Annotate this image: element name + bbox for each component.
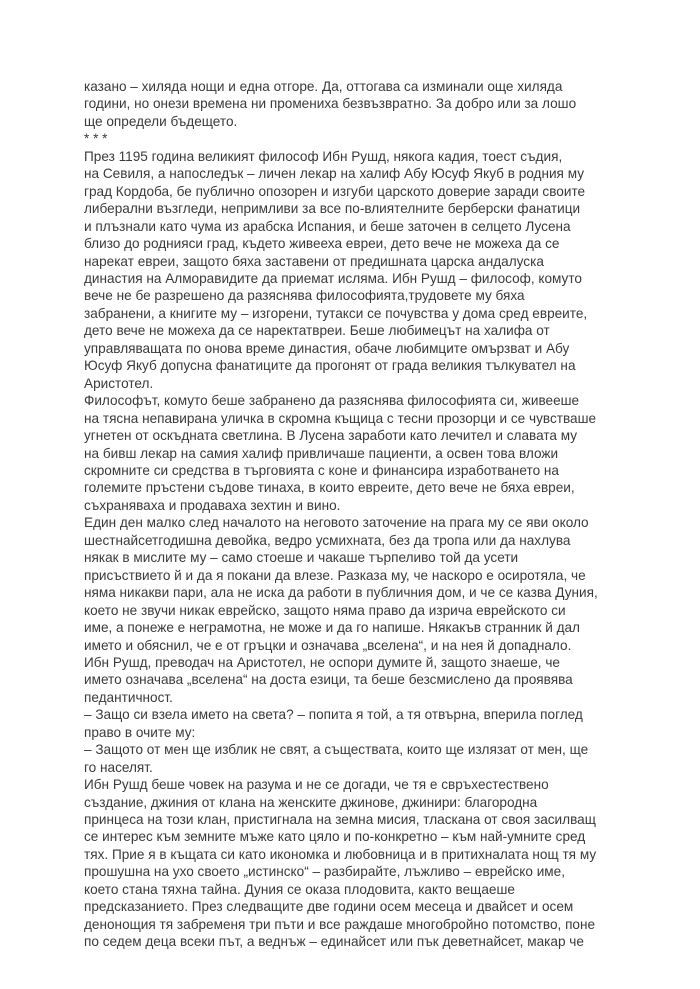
text-line: името означава „вселена“ на доста езици, та беше безсмислено да проявява (84, 672, 573, 688)
text-line: скромните си средства в търговията с коне и финансира изработването на (84, 462, 559, 478)
text-line: което не звучи никак еврейско, защото няма право да изрича еврейското си (84, 602, 566, 618)
text-line: – Защото от мен ще изблик не свят, а съществата, които ще излязат от мен, ще (84, 742, 589, 758)
text-line: на бивш лекар на самия халиф привличаше пациенти, а освен това вложи (84, 445, 559, 461)
text-line: присъствието й и да я покани да влезе. Разказа му, че наскоро е осиротяла, че (84, 567, 586, 583)
document-body (84, 78, 619, 951)
text-line: Ибн Рушд, преводач на Аристотел, не оспори думите й, защото знаеше, че (84, 654, 560, 670)
text-line: дето вече не можеха да се наректатвреи. Беше любимецът на халифа от (84, 323, 550, 339)
text-line: угнетен от оскъдната светлина. В Лусена заработи като лечител и славата му (84, 428, 578, 444)
text-line: години, но онези времена ни промениха безвъзвратно. За добро или за лошо (84, 96, 577, 112)
text-line: тях. Прие я в къщата си като икономка и любовница и в притихналата нощ тя му (84, 846, 597, 862)
text-line: право в очите му: (84, 724, 196, 740)
text-line: нарекат евреи, защото бяха заставени от предишната царска андалуска (84, 253, 544, 269)
text-line: * * * (84, 131, 108, 147)
text-line: управляващата по онова време династия, обаче любимците омързват и Абу (84, 340, 570, 356)
text-line: името и обяснил, че е от гръцки и означава „вселена“, и на нея й допаднало. (84, 637, 572, 653)
text-line: либерални възгледи, непримливи за все по-влиятелните берберски фанатици (84, 201, 581, 217)
text-line: се интерес към земните мъже като цяло и по-конкретно – към най-умните сред (84, 829, 586, 845)
text-line: някак в мислите му – само стоеше и чакаше търпеливо той да усети (84, 550, 519, 566)
text-line: няма никакви пари, ала не иска да работи в публичния дом, и че се казва Дуния, (84, 585, 598, 601)
text-line: педантичност. (84, 689, 173, 705)
text-line: денонощия тя забременя три пъти и все раждаше многобройно потомство, поне (84, 916, 596, 932)
text-line: на Севиля, а напоследък – личен лекар на халиф Абу Юсуф Якуб в родния му (84, 166, 584, 182)
text-line: Ибн Рушд беше човек на разума и не се догади, че тя е свръхестествено (84, 777, 549, 793)
text-line: Аристотел. (84, 375, 154, 391)
document-page (84, 78, 619, 951)
text-line: което стана тяхна тайна. Дуния се оказа плодовита, както вещаеше (84, 881, 515, 897)
text-line: Един ден малко след началото на неговото заточение на прага му се яви около (84, 515, 589, 531)
text-line: и плъзнали като чума из арабска Испания, и беше заточен в селцето Лусена (84, 218, 571, 234)
text-line: – Защо си взела името на света? – попита я той, а тя отвърна, вперила поглед (84, 707, 583, 723)
text-line: по седем деца всеки път, а веднъж – единайсет или пък деветнайсет, макар че (84, 934, 584, 950)
text-line: шестнайсетгодишна девойка, ведро усмихната, без да тропа или да нахлува (84, 532, 571, 548)
text-line: ще определи бъдещето. (84, 113, 238, 129)
text-line: прошушна на ухо своето „истинско“ – разбирайте, лъжливо – еврейско име, (84, 864, 565, 880)
text-line: През 1195 година великият философ Ибн Рушд, някога кадия, тоест съдия, (84, 148, 563, 164)
text-line: казано – хиляда нощи и една отгоре. Да, оттогава са изминали още хиляда (84, 79, 563, 94)
text-line: Юсуф Якуб допусна фанатиците да прогонят от града великия тълкувател на (84, 358, 576, 374)
text-line: на тясна непавирана уличка в скромна къщица с тесни прозорци и се чувстваше (84, 410, 597, 426)
text-line: съхраняваха и продаваха зехтин и вино. (84, 497, 341, 513)
text-line: забранени, а книгите му – изгорени, тутакси се почувства у дома сред евреите, (84, 305, 588, 321)
text-line: Философът, комуто беше забранено да разяснява философията си, живееше (84, 393, 580, 409)
text-line: вече не бе разрешено да разяснява философията,трудовете му бяха (84, 288, 525, 304)
text-line: създание, джиния от клана на женските джинове, джинири: благородна (84, 794, 538, 810)
text-line: големите пръстени съдове тинаха, в които евреите, дето вече не бяха евреи, (84, 480, 575, 496)
text-line: име, а понеже е неграмотна, не може и да го напише. Някакъв странник й дал (84, 620, 580, 636)
text-line: предсказанието. През следващите две години осем месеца и двайсет и осем (84, 899, 574, 915)
text-line: династия на Алморавидите да приемат исляма. Ибн Рушд – философ, комуто (84, 270, 582, 286)
text-line: принцеса на този клан, пристигнала на земна мисия, тласкана от своя засилващ (84, 812, 596, 828)
text-line: близо до роднияси град, където живееха евреи, дето вече не можеха да се (84, 236, 560, 252)
text-line: го населят. (84, 759, 153, 775)
text-line: град Кордоба, бе публично опозорен и изгуби царското доверие заради своите (84, 183, 586, 199)
